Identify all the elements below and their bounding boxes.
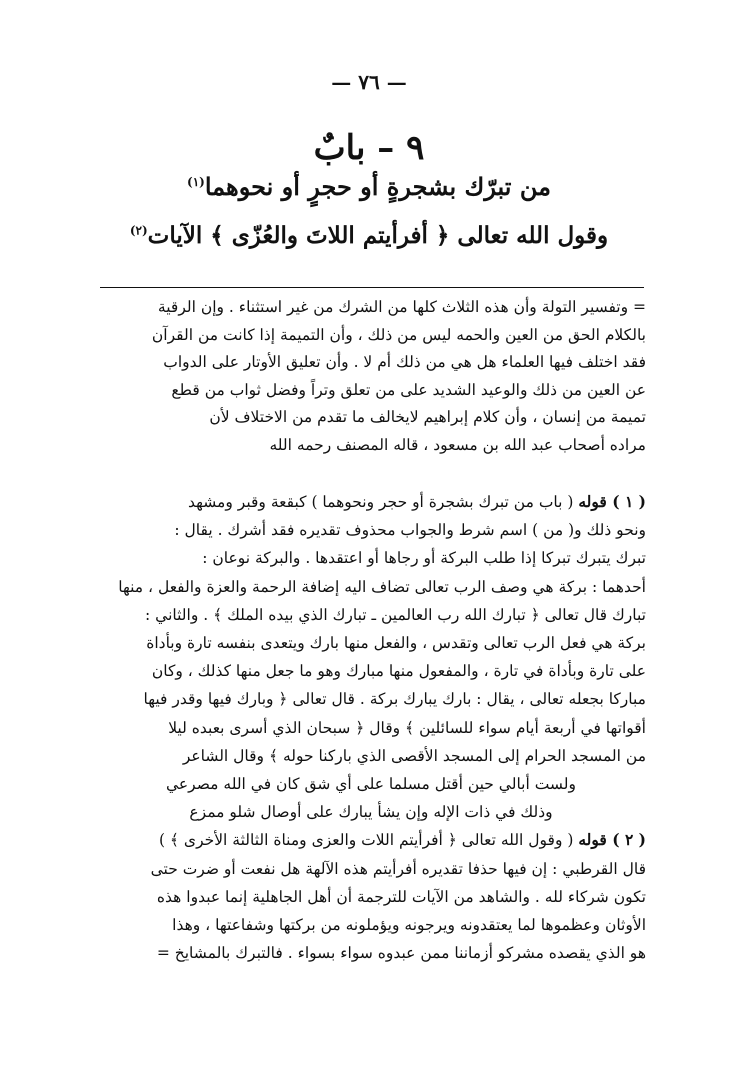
- text-line: مراده أصحاب عبد الله بن مسعود ، قاله المصنف رحمه الله: [269, 435, 646, 454]
- text-line: عن العين من ذلك والوعيد الشديد على من تعلق وتراً وفضل ثواب من قطع: [171, 380, 646, 399]
- footnote-1-first-line: [96, 488, 646, 516]
- chapter-verse-text: وقول الله تعالى ﴿ أفرأيتم اللاتَ والعُزّى ﴾ الآيات: [147, 222, 609, 249]
- poem-verse: ولست أبالي حين أقتل مسلما على أي شق كان في الله مصرعي: [166, 775, 576, 794]
- footnote-2-first-line: [96, 826, 646, 854]
- footnote-2-lead: ( ٢ ) قوله: [578, 830, 646, 850]
- text-line: بالكلام الحق من العين والحمه ليس من ذلك ، وأن التميمة إذا كانت من القرآن: [151, 325, 646, 344]
- page-number: — ٧٦ —: [331, 70, 407, 94]
- footnote-marker-2: (٢): [129, 223, 148, 238]
- chapter-verse: [0, 222, 738, 249]
- chapter-subtitle-text: من تبرّك بشجرةٍ أو حجرٍ أو نحوهما: [204, 172, 551, 201]
- text-line: أحدهما : بركة هي وصف الرب تعالى تضاف اليه إضافة الرحمة والعزة والفعل ، منها: [118, 577, 646, 596]
- footnotes: [96, 488, 646, 967]
- text-line: ونحو ذلك و( من ) اسم شرط والجواب محذوف تقديره فقد أشرك . يقال :: [174, 521, 646, 540]
- text-line: = وتفسير التولة وأن هذه الثلاث كلها من الشرك من غير استثناء . وإن الرقية: [157, 298, 646, 316]
- footnote-separator: [100, 287, 644, 288]
- text-line: قال القرطبي : إن فيها حذفا تقديره أفرأيتم هذه الآلهة هل نفعت أو ضرت حتى: [150, 859, 646, 878]
- text-line: ( وقول الله تعالى ﴿ أفرأيتم اللات والعزى ومناة الثالثة الأخرى ﴾ ): [158, 831, 574, 850]
- poem-verse: وذلك في ذات الإله وإن يشأ يبارك على أوصال شلو ممزع: [189, 803, 553, 822]
- text-line: بركة هي فعل الرب تعالى وتقدس ، والفعل منها بارك ويتعدى بنفسه تارة وبأداة: [146, 634, 646, 653]
- text-line: تبرك يتبرك تبركا إذا طلب البركة أو رجاها أو اعتقدها . والبركة نوعان :: [202, 549, 646, 568]
- footnote-marker-1: (١): [187, 175, 205, 189]
- chapter-subtitle: [0, 172, 738, 201]
- text-line: على تارة وبأداة في تارة ، والمفعول منها مبارك وهو ما جعل منها كذلك ، وكان: [151, 662, 646, 681]
- text-line: فقد اختلف فيها العلماء هل هي من ذلك أم لا . وأن تعليق الأوتار على الدواب: [163, 353, 646, 371]
- text-line: هو الذي يقصده مشركو أزماننا ممن عبدوه سواء بسواء . فالتبرك بالمشايخ =: [156, 944, 646, 963]
- footnote-continuation: [96, 294, 646, 459]
- text-line: من المسجد الحرام إلى المسجد الأقصى الذي باركنا حوله ﴾ وقال الشاعر: [182, 746, 646, 765]
- text-line: ( باب من تبرك بشجرة أو حجر ونحوهما ) كبقعة وقبر ومشهد: [187, 493, 574, 511]
- text-line: الأوثان وعظموها لما يعتقدونه ويرجونه ويؤملونه من بركتها وشفاعتها ، وهذا: [172, 916, 646, 935]
- text-line: تكون شركاء لله . والشاهد من الآيات للترجمة أن أهل الجاهلية إنما عبدوا هذه: [156, 887, 646, 906]
- chapter-title: ٩ – بابٌ: [313, 128, 425, 168]
- footnote-1-lead: ( ١ ) قوله: [578, 492, 646, 511]
- text-line: أقواتها في أربعة أيام سواء للسائلين ﴾ وقال ﴿ سبحان الذي أسرى بعبده ليلا: [168, 718, 646, 737]
- text-line: تبارك قال تعالى ﴿ تبارك الله رب العالمين ـ تبارك الذي بيده الملك ﴾ . والثاني :: [145, 605, 646, 624]
- text-line: تميمة من إنسان ، وأن كلام إبراهيم لايخالف ما تقدم من الاختلاف لأن: [209, 408, 646, 426]
- text-line: مباركا بجعله تعالى ، يقال : بارك يبارك بركة . قال تعالى ﴿ وبارك فيها وقدر فيها: [143, 690, 646, 709]
